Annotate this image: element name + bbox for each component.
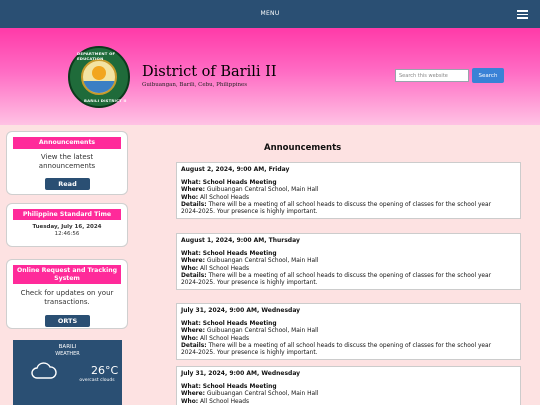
announcement-what: What: School Heads Meeting bbox=[181, 180, 277, 186]
announcement-date: August 1, 2024, 9:00 AM, Thursday bbox=[181, 237, 300, 244]
search-input[interactable] bbox=[395, 69, 469, 82]
announcement-who: Who: All School Heads bbox=[181, 398, 250, 405]
orts-button[interactable]: ORTS bbox=[45, 315, 90, 327]
announcement-who: Who: All School Heads bbox=[181, 265, 250, 272]
site-subtitle: Guibuangan, Barili, Cebu, Philippines bbox=[142, 82, 248, 88]
announcements-card-title: Announcements bbox=[13, 137, 121, 149]
announcement-details-cont: 2024-2025. Your presence is highly important. bbox=[181, 280, 318, 287]
hamburger-icon[interactable] bbox=[517, 10, 528, 18]
announcements-heading: Announcements bbox=[264, 143, 342, 153]
weather-condition: overcast clouds bbox=[79, 378, 115, 383]
announcement-date: August 2, 2024, 9:00 AM, Friday bbox=[181, 166, 290, 173]
seal-text-top: DEPARTMENT OF EDUCATION bbox=[77, 51, 116, 61]
announcement-details-cont: 2024-2025. Your presence is highly important. bbox=[181, 350, 318, 357]
announcement-item bbox=[176, 303, 521, 360]
announcement-date: July 31, 2024, 9:00 AM, Wednesday bbox=[181, 370, 301, 377]
search-button[interactable]: Search bbox=[472, 68, 504, 83]
deped-seal-logo bbox=[68, 46, 130, 108]
announcement-details: Details: There will be a meeting of all school heads to discuss the opening of classes for the school year bbox=[181, 342, 492, 349]
announcement-item bbox=[176, 366, 521, 405]
menu-label[interactable]: MENU bbox=[260, 10, 280, 17]
read-button[interactable]: Read bbox=[45, 178, 90, 190]
announcement-item bbox=[176, 162, 521, 219]
announcement-item bbox=[176, 233, 521, 290]
pst-clock: 12:46:56 bbox=[54, 231, 80, 237]
site-title[interactable]: District of Barili II bbox=[142, 64, 277, 80]
cloud-icon bbox=[31, 362, 57, 380]
seal-text-bottom: BARILI DISTRICT II bbox=[84, 98, 127, 103]
pst-card bbox=[6, 203, 128, 247]
announcement-where: Where: Guibuangan Central School, Main Hall bbox=[181, 258, 319, 265]
announcements-card-text: View the latest announcements bbox=[38, 153, 96, 170]
announcement-who: Who: All School Heads bbox=[181, 335, 250, 342]
weather-label: WEATHER bbox=[55, 351, 80, 357]
announcement-what: What: School Heads Meeting bbox=[181, 321, 277, 327]
weather-widget bbox=[13, 340, 122, 405]
announcement-details-cont: 2024-2025. Your presence is highly important. bbox=[181, 209, 318, 216]
announcement-date: July 31, 2024, 9:00 AM, Wednesday bbox=[181, 307, 301, 314]
announcement-details: Details: There will be a meeting of all school heads to discuss the opening of classes for the school year bbox=[181, 201, 492, 208]
announcement-details: Details: There will be a meeting of all school heads to discuss the opening of classes for the school year bbox=[181, 272, 492, 279]
orts-card-title: Online Request and Tracking System bbox=[13, 265, 121, 284]
orts-card-text: Check for updates on your transactions. bbox=[20, 289, 114, 306]
announcement-where: Where: Guibuangan Central School, Main Hall bbox=[181, 187, 319, 194]
announcements-card bbox=[6, 131, 128, 195]
announcement-who: Who: All School Heads bbox=[181, 194, 250, 201]
announcement-what: What: School Heads Meeting bbox=[181, 251, 277, 257]
orts-card bbox=[6, 259, 128, 329]
weather-temp: 26°C bbox=[91, 364, 119, 377]
announcement-where: Where: Guibuangan Central School, Main Hall bbox=[181, 391, 319, 398]
pst-date: Tuesday, July 16, 2024 bbox=[32, 224, 102, 230]
announcement-where: Where: Guibuangan Central School, Main Hall bbox=[181, 328, 319, 335]
announcement-what: What: School Heads Meeting bbox=[181, 384, 277, 390]
pst-card-title: Philippine Standard Time bbox=[13, 209, 121, 220]
weather-place: BARILI bbox=[58, 344, 77, 350]
top-nav-bar bbox=[0, 0, 540, 28]
